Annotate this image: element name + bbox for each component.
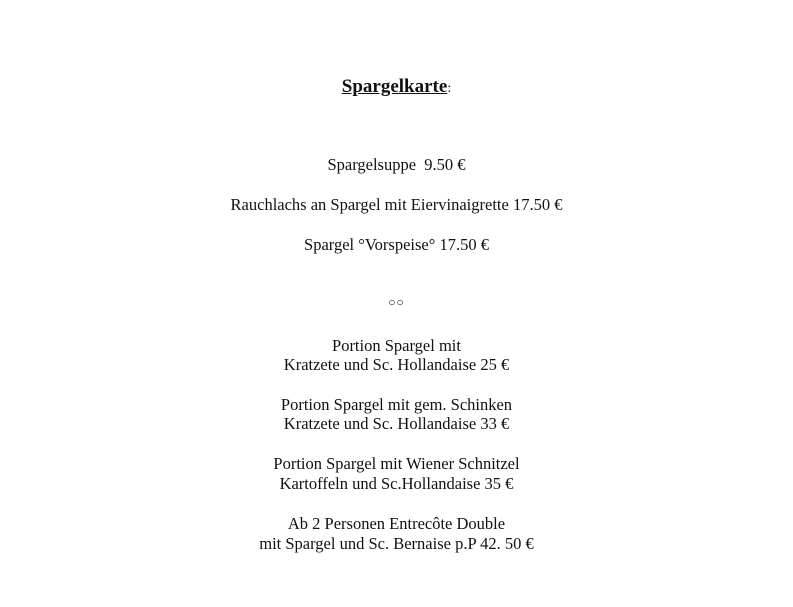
menu-item-rauchlachs: Rauchlachs an Spargel mit Eiervinaigrette 17.50 € — [230, 195, 563, 214]
menu-item-entrecote-line1: Ab 2 Personen Entrecôte Double — [287, 514, 506, 533]
section-divider: ○○ — [388, 295, 405, 309]
menu-title — [0, 76, 793, 100]
menu-item-spargelsuppe: Spargelsuppe 9.50 € — [327, 155, 466, 174]
menu-item-portion-spargel-line1: Portion Spargel mit — [332, 336, 461, 355]
menu-title-colon: : — [447, 81, 452, 96]
menu-item-schnitzel-line2: Kartoffeln und Sc.Hollandaise 35 € — [279, 474, 514, 493]
menu-item-spargel-vorspeise: Spargel °Vorspeise° 17.50 € — [304, 235, 489, 254]
menu-item-schinken-line2: Kratzete und Sc. Hollandaise 33 € — [283, 414, 510, 433]
menu-item-portion-spargel-line2: Kratzete und Sc. Hollandaise 25 € — [283, 355, 510, 374]
menu-item-entrecote-line2: mit Spargel und Sc. Bernaise p.P 42. 50 € — [259, 534, 534, 553]
menu-title-text: Spargelkarte — [341, 76, 448, 97]
menu-item-schnitzel-line1: Portion Spargel mit Wiener Schnitzel — [273, 454, 520, 473]
menu-item-schinken-line1: Portion Spargel mit gem. Schinken — [280, 395, 513, 414]
